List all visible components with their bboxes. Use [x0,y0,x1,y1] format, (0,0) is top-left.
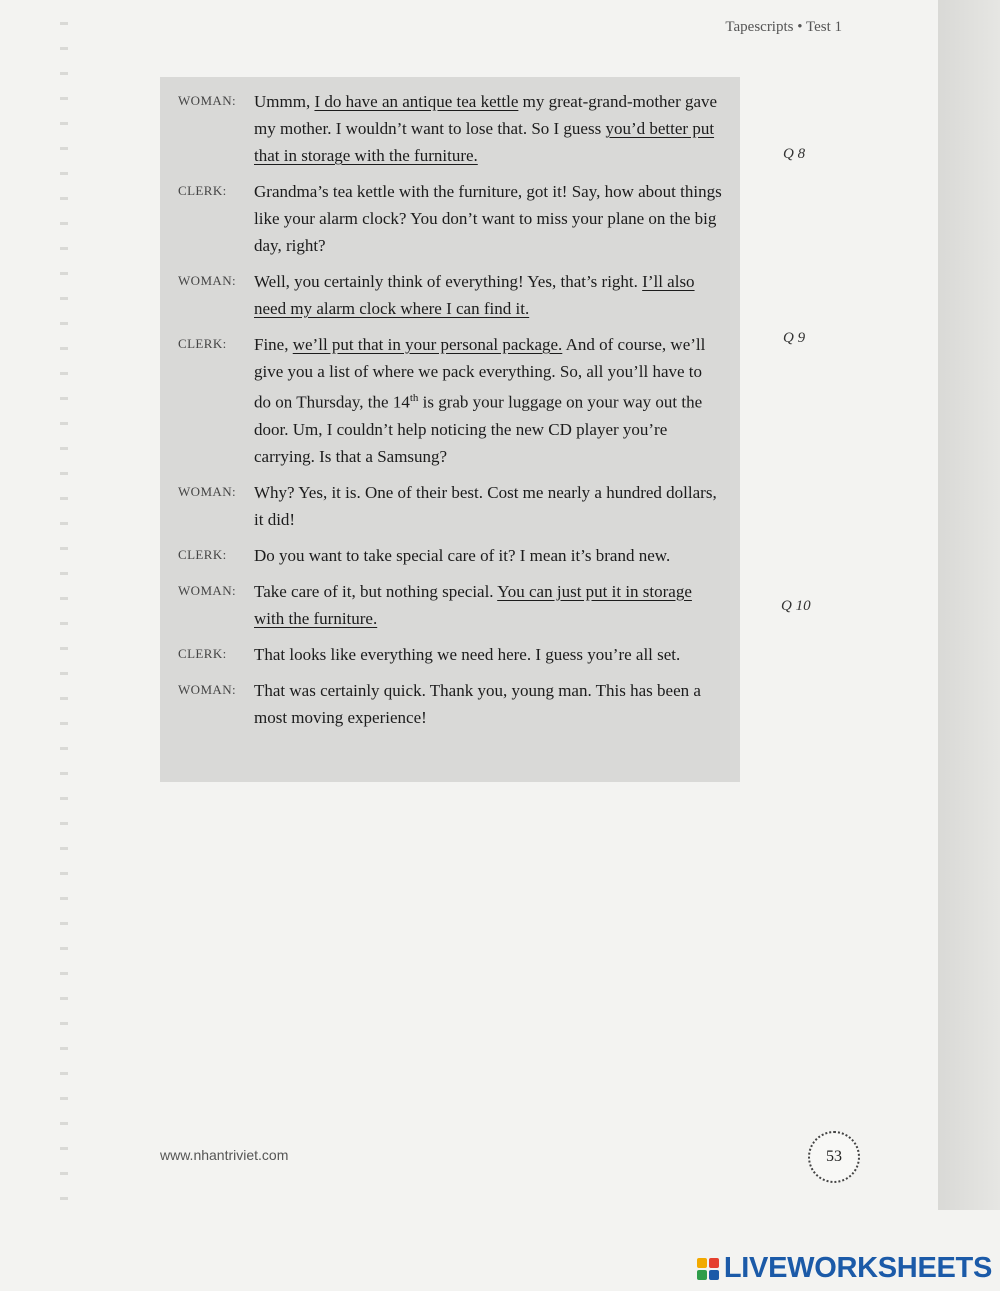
speech-text [254,268,722,322]
speech-segment: Take care of it, but nothing special. [254,581,498,601]
dialogue-turn [178,479,738,533]
underlined-answer-text: we’ll put that in your personal package. [292,335,563,354]
underlined-answer-text: you’d better put that in storage with the furniture. [254,119,715,165]
page-shadow-edge [938,0,1000,1210]
speech-segment: Why? Yes, it is. One of their best. Cost me nearly a hundred dollars, it did! [254,482,717,529]
footer-url: www.nhantriviet.com [160,1147,289,1163]
speech-text [254,479,722,533]
dialogue-turn [178,578,738,632]
underlined-answer-text: I’ll also need my alarm clock where I can find it. [254,272,695,318]
speech-text [254,178,722,259]
speech-segment: That was certainly quick. Thank you, young man. This has been a most moving experience! [254,680,701,727]
logo-square [709,1270,719,1280]
speech-segment: Do you want to take special care of it? I mean it’s brand new. [254,545,671,565]
speech-segment: Ummm, [254,92,315,111]
speech-text [254,677,722,731]
speech-segment: And of course, we’ll give you a list of where we pack everything. So, all you’ll have to do on Thursday, the 14 [254,335,706,412]
dialogue-transcript [178,88,738,740]
dialogue-turn [178,331,738,470]
logo-square [697,1258,707,1268]
question-marker-q10: Q 10 [781,598,811,614]
underlined-answer-text: You can just put it in storage with the furniture. [254,581,692,628]
speaker-label: CLERK: [178,183,227,198]
dialogue-turn [178,677,738,731]
logo-square [697,1270,707,1280]
dialogue-turn [178,88,738,169]
speech-text [254,578,722,632]
speech-segment: my great-grand-mother gave my mother. I wouldn’t want to lose that. So I guess [254,92,718,138]
speech-segment: Well, you certainly think of everything! Yes, that’s right. [254,272,643,291]
speaker-label: WOMAN: [178,483,237,499]
speaker-label: WOMAN: [178,93,237,108]
speech-segment: Grandma’s tea kettle with the furniture, got it! Say, how about things like your alarm clock? You don’t want to miss your plane on the big day, right? [254,182,722,255]
liveworksheets-logo-icon [697,1258,719,1280]
speaker-label: CLERK: [178,645,227,661]
question-marker-q9: Q 9 [783,330,806,346]
logo-square [709,1258,719,1268]
speaker-label: WOMAN: [178,273,237,288]
page-number: 53 [826,1148,842,1165]
speaker-label: CLERK: [178,546,227,562]
speech-segment: is grab your luggage on your way out the door. Um, I couldn’t help noticing the new CD player you’re carrying. Is that a Samsung? [254,392,703,466]
running-header: Tapescripts • Test 1 [725,19,842,35]
speech-text [254,641,722,668]
speaker-label: CLERK: [178,336,227,351]
speech-text [254,542,722,569]
speaker-label: WOMAN: [178,582,237,598]
binding-edge [60,0,68,1200]
dialogue-turn [178,268,738,322]
speech-text [254,331,722,470]
dialogue-turn [178,641,738,668]
speech-segment: Fine, [254,335,293,354]
dialogue-turn [178,178,738,259]
page-number-badge [808,1131,860,1183]
liveworksheets-brand [697,1252,992,1285]
speaker-label: WOMAN: [178,681,237,697]
speech-segment: That looks like everything we need here. I guess you’re all set. [254,644,681,664]
speech-text [254,88,722,169]
speech-segment: th [409,392,419,404]
dialogue-turn [178,542,738,569]
question-marker-q8: Q 8 [783,146,806,162]
underlined-answer-text: I do have an antique tea kettle [314,92,519,111]
brand-wordmark: LIVEWORKSHEETS [723,1252,992,1284]
